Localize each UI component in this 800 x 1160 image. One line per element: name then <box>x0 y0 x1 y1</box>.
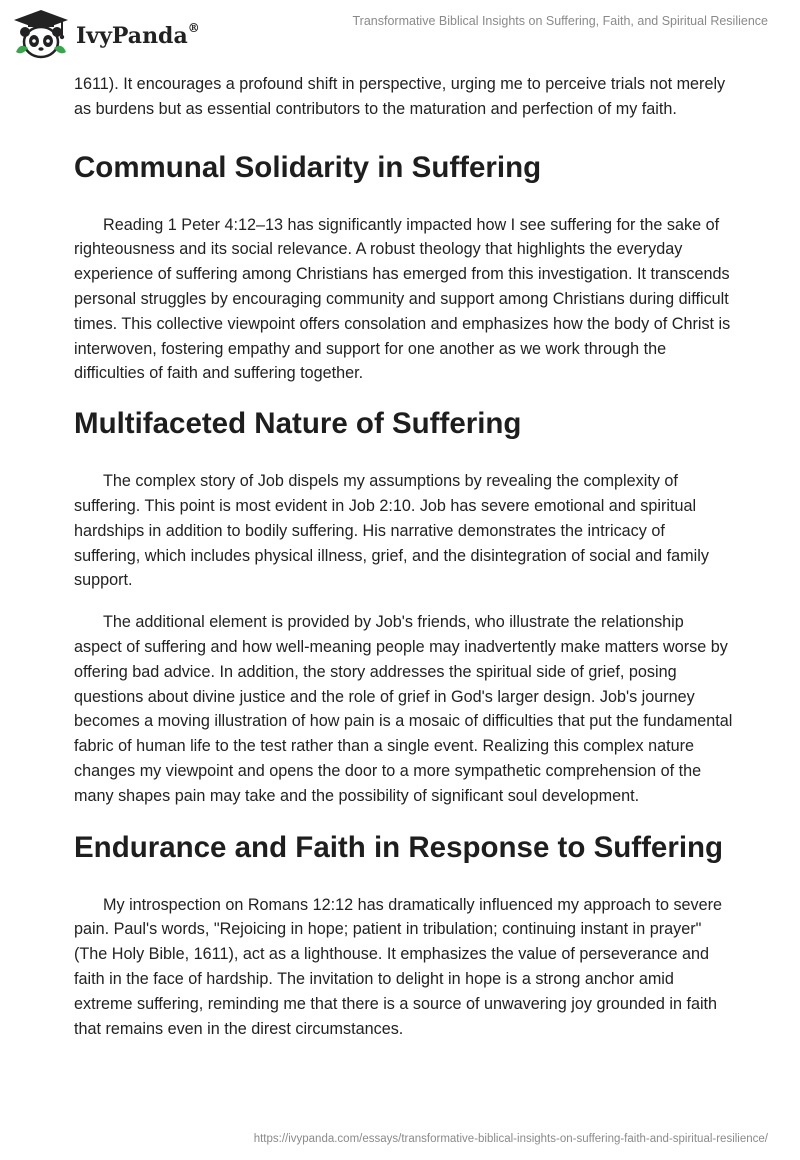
essay-content <box>74 72 734 1041</box>
brand-logo[interactable] <box>12 8 200 60</box>
heading-communal-solidarity: Communal Solidarity in Suffering <box>74 150 542 184</box>
communal-paragraph: Reading 1 Peter 4:12–13 has significantly impacted how I see suffering for the sake of righteousness and its social relevance. A robust theology that highlights the everyday experience of suffering among Christians has emerged from this investigation. It transcends personal struggles by encouraging community and support among Christians during difficult times. This collective viewpoint offers consolation and emphasizes how the body of Christ is interwoven, fostering empathy and support for one another as we work through the difficulties of faith and suffering together. <box>74 215 731 383</box>
brand-name: IvyPanda® <box>76 21 200 49</box>
intro-tail-paragraph: 1611). It encourages a profound shift in perspective, urging me to perceive trials not merely as burdens but as essential contributors to the maturation and perfection of my faith. <box>74 75 726 118</box>
endurance-paragraph: My introspection on Romans 12:12 has dramatically influenced my approach to severe pain. Paul's words, "Rejoicing in hope; patient in tribulation; continuing instant in prayer" (The Holy Bible, 1611), act as a lighthouse. It emphasizes the value of perseverance and faith in the face of hardship. The invitation to delight in hope is a strong anchor amid extreme suffering, reminding me that there is a source of unwavering joy grounded in faith that remains even in the direst circumstances. <box>74 895 723 1038</box>
heading-endurance-faith: Endurance and Faith in Response to Suffering <box>74 830 724 864</box>
registered-mark: ® <box>187 21 200 35</box>
source-url[interactable]: https://ivypanda.com/essays/transformative-biblical-insights-on-suffering-faith-and-spiritual-resilience/ <box>253 1133 768 1145</box>
multifaceted-paragraph-1: The complex story of Job dispels my assumptions by revealing the complexity of suffering. This point is most evident in Job 2:10. Job has severe emotional and spiritual hardships in addition to bodily suffering. His narrative demonstrates the intricacy of suffering, which includes physical illness, grief, and the disintegration of social and family support. <box>74 472 709 590</box>
heading-multifaceted-nature: Multifaceted Nature of Suffering <box>74 407 522 441</box>
panda-graduate-icon <box>12 8 70 60</box>
document-title: Transformative Biblical Insights on Suffering, Faith, and Spiritual Resilience <box>352 14 768 28</box>
multifaceted-paragraph-2: The additional element is provided by Job's friends, who illustrate the relationship aspect of suffering and how well-meaning people may inadvertently make matters worse by offering bad advice. In addition, the story addresses the spiritual side of grief, posing questions about divine justice and the role of grief in God's larger design. Job's journey becomes a moving illustration of how pain is a mosaic of difficulties that put the fundamental fabric of human life to the test rather than a single event. Realizing this complex nature changes my viewpoint and opens the door to a more sympathetic comprehension of the many shapes pain may take and the possibility of significant soul development. <box>74 613 733 805</box>
page-header <box>0 0 800 72</box>
